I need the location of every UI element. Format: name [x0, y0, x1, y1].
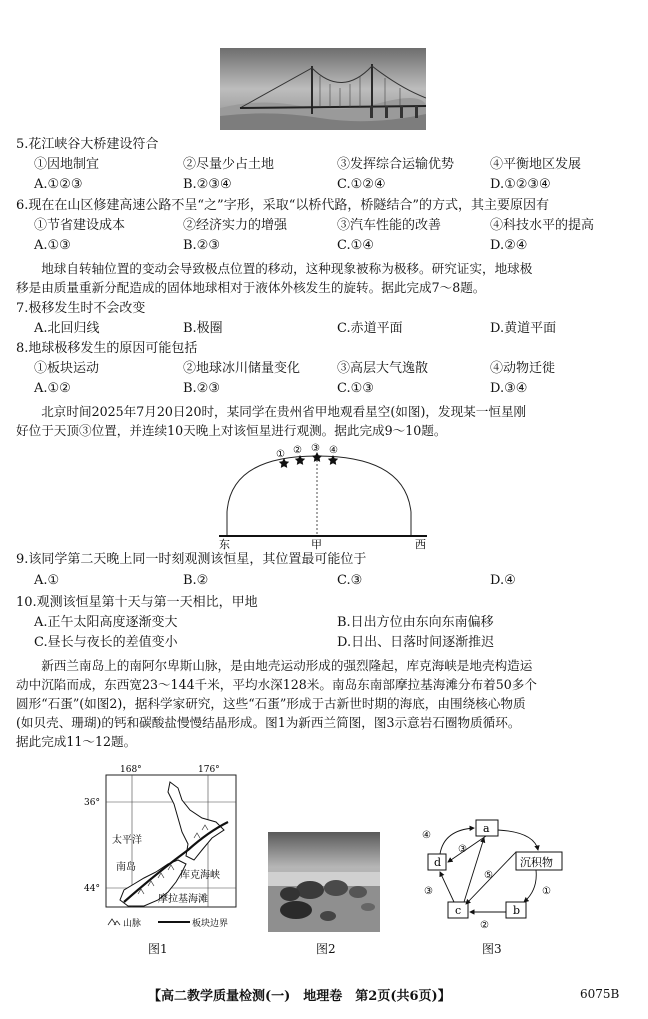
q5-item-2: ②尽量少占土地 — [183, 157, 275, 172]
q8-choice-c: C.①③ — [337, 381, 374, 396]
passage2-line2: 好位于天顶③位置，并连续10天晚上对该恒星进行观测。据此完成9～10题。 — [16, 423, 447, 438]
q6-stem: 6.现在在山区修建高速公路不呈“之”字形，采取“以桥代路，桥隧结合”的方式，其主要原因有 — [16, 198, 549, 213]
passage3-line1: 新西兰南岛上的南阿尔卑斯山脉，是由地壳运动形成的强烈隆起，库克海峡是地壳构造运 — [41, 658, 533, 673]
lon-label-176: 176° — [198, 765, 220, 775]
passage3-line2: 动中沉陷而成，东西宽23～144千米，平均水深128米。南岛东南部摩拉基海滩分布着50多个 — [16, 677, 537, 692]
q9-choice-b: B.② — [183, 573, 209, 588]
arrow-label-5: ⑤ — [484, 870, 493, 881]
q5-choice-c: C.①②④ — [337, 177, 386, 192]
arrow-label-3a: ③ — [458, 844, 467, 855]
arrow-label-2: ② — [480, 920, 489, 931]
q7-choice-c: C.赤道平面 — [337, 321, 403, 336]
passage2-line1: 北京时间2025年7月20日20时，某同学在贵州省甲地观看星空(如图)，发现某一恒星刚 — [41, 404, 527, 419]
north-island-shape — [168, 782, 224, 860]
label-south-island: 南岛 — [116, 862, 136, 873]
q8-stem: 8.地球极移发生的原因可能包括 — [16, 341, 198, 356]
q5-item-1: ①因地制宜 — [34, 157, 100, 172]
sky-diagram — [205, 442, 445, 550]
mountain-legend-icon — [108, 919, 120, 925]
node-c: c — [455, 904, 462, 917]
passage1-line1: 地球自转轴位置的变动会导致极点位置的移动，这种现象被称为极移。研究证实，地球极 — [41, 261, 533, 276]
legend-boundary: 板块边界 — [192, 919, 229, 929]
passage-polar-motion — [16, 259, 636, 297]
q7-choice-d: D.黄道平面 — [490, 321, 557, 336]
location-jia: 甲 — [311, 538, 322, 550]
q10-choice-d: D.日出、日落时间逐渐推迟 — [337, 635, 495, 650]
q6-item-2: ②经济实力的增强 — [183, 218, 288, 233]
q10-choice-a: A.正午太阳高度逐渐变大 — [34, 615, 178, 630]
q6-item-3: ③汽车性能的改善 — [337, 218, 442, 233]
q7-choice-a: A.北回归线 — [34, 321, 100, 336]
caption-figure-1: 图1 — [148, 942, 168, 956]
passage3-line5: 据此完成11～12题。 — [16, 734, 137, 749]
q10-choice-c: C.昼长与夜长的差值变小 — [34, 635, 178, 650]
q6-item-4: ④科技水平的提高 — [490, 218, 595, 233]
passage-new-zealand — [16, 656, 636, 751]
passage3-line4: (如贝壳、珊瑚)的钙和碳酸盐慢慢结晶形成。图1为新西兰简图，图3示意岩石圈物质循环。 — [16, 715, 521, 730]
label-cook-strait: 库克海峡 — [180, 870, 220, 881]
q6-choice-b: B.②③ — [183, 238, 220, 253]
q5-stem: 5.花江峡谷大桥建设符合 — [16, 137, 159, 152]
lon-label-168: 168° — [120, 765, 142, 775]
q7-choice-b: B.极圈 — [183, 321, 223, 336]
arrow-label-3b: ③ — [424, 886, 433, 897]
q9-stem: 9.该同学第二天晚上同一时刻观测该恒星，其位置最可能位于 — [16, 552, 367, 567]
q5-item-4: ④平衡地区发展 — [490, 157, 582, 172]
bridge-photo — [220, 48, 426, 130]
q5-choice-b: B.②③④ — [183, 177, 232, 192]
star-label-3: ③ — [311, 443, 320, 454]
q5-choice-d: D.①②③④ — [490, 177, 551, 192]
q8-choice-b: B.②③ — [183, 381, 220, 396]
label-moeraki-beach: 摩拉基海滩 — [158, 894, 208, 905]
label-pacific-ocean: 太平洋 — [112, 835, 142, 846]
q5-choice-a: A.①②③ — [34, 177, 83, 192]
q8-item-3: ③高层大气逸散 — [337, 361, 429, 376]
arrow-label-1: ① — [542, 886, 551, 897]
passage-star-observation — [16, 402, 636, 440]
direction-east: 东 — [219, 538, 230, 550]
node-a: a — [483, 822, 490, 835]
q8-item-2: ②地球冰川储量变化 — [183, 361, 301, 376]
q7-stem: 7.极移发生时不会改变 — [16, 301, 146, 316]
rock-cycle-diagram — [418, 816, 578, 934]
q8-item-1: ①板块运动 — [34, 361, 100, 376]
caption-figure-2: 图2 — [316, 942, 336, 956]
new-zealand-map — [78, 760, 248, 935]
node-sediment: 沉积物 — [520, 856, 553, 869]
node-d: d — [434, 856, 442, 869]
node-b: b — [513, 904, 521, 917]
passage1-line2: 移是由质量重新分配造成的固体地球相对于液体外核发生的旋转。据此完成7～8题。 — [16, 280, 486, 295]
caption-figure-3: 图3 — [482, 942, 502, 956]
lat-label-44: 44° — [84, 884, 100, 894]
star-label-2: ② — [293, 445, 302, 456]
q5-item-3: ③发挥综合运输优势 — [337, 157, 455, 172]
arrow-label-4: ④ — [422, 830, 431, 841]
q8-choice-a: A.①② — [34, 381, 71, 396]
star-label-4: ④ — [329, 445, 338, 456]
stone-eggs-photo — [268, 832, 380, 932]
lat-label-36: 36° — [84, 798, 100, 808]
q6-choice-c: C.①④ — [337, 238, 374, 253]
q9-choice-c: C.③ — [337, 573, 363, 588]
q6-item-1: ①节省建设成本 — [34, 218, 126, 233]
footer-code: 6075B — [580, 987, 620, 1001]
passage3-line3: 圆形“石蛋”(如图2)，据科学家研究，这些“石蛋”形成于古新世时期的海底，由围绕核心物质 — [16, 696, 526, 711]
q10-stem: 10.观测该恒星第十天与第一天相比，甲地 — [16, 595, 258, 610]
legend-mountain: 山脉 — [123, 919, 142, 929]
star-label-1: ① — [276, 449, 285, 460]
q9-choice-d: D.④ — [490, 573, 516, 588]
q6-choice-d: D.②④ — [490, 238, 528, 253]
q9-choice-a: A.① — [34, 573, 60, 588]
q8-choice-d: D.③④ — [490, 381, 528, 396]
q6-choice-a: A.①③ — [34, 238, 71, 253]
direction-west: 西 — [415, 538, 426, 550]
q8-item-4: ④动物迁徙 — [490, 361, 556, 376]
q10-choice-b: B.日出方位由东向东南偏移 — [337, 615, 494, 630]
footer-title: 【高二教学质量检测(一) 地理卷 第2页(共6页)】 — [148, 989, 451, 1004]
